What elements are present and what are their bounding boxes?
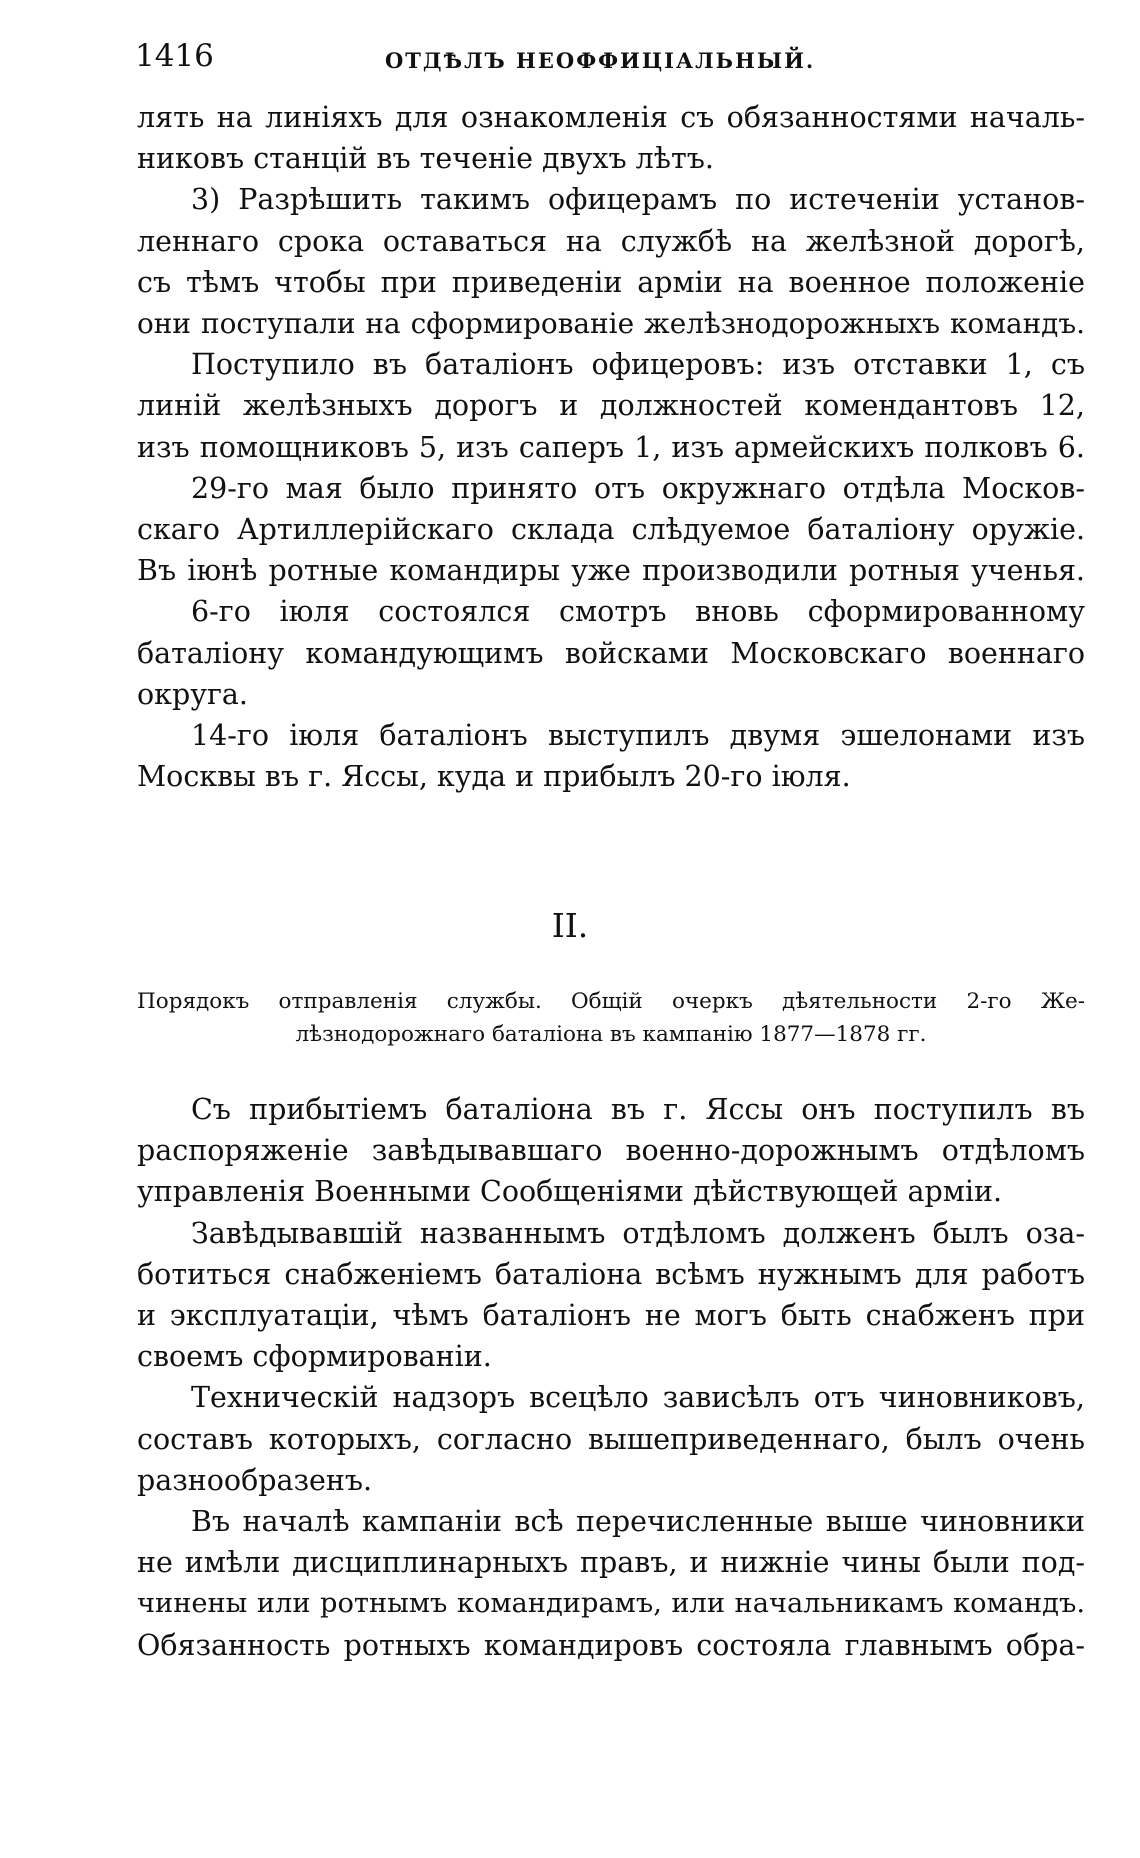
text-line: скаго Артиллерійскаго склада слѣдуемое баталіону оружіе. — [137, 513, 1085, 547]
text-block-part1 — [137, 97, 1085, 797]
text-line: съ тѣмъ чтобы при приведеніи арміи на военное положеніе — [137, 265, 1085, 299]
running-title: ОТДѢЛЪ НЕОФФИЦІАЛЬНЫЙ. — [385, 48, 816, 73]
text-block-part2 — [137, 1089, 1085, 1666]
text-line: Въ іюнѣ ротные командиры уже производили ротныя ученья. — [137, 554, 1085, 588]
text-line: они поступали на сформированіе желѣзнодорожныхъ командъ. — [137, 307, 1085, 341]
text-line: баталіону командующимъ войсками Московскаго военнаго — [137, 636, 1085, 670]
text-line: 29-го мая было принято отъ окружнаго отдѣла Москов- — [191, 471, 1085, 505]
text-line: своемъ сформированіи. — [137, 1340, 492, 1374]
page-number: 1416 — [135, 38, 214, 74]
text-line: Поступило въ баталіонъ офицеровъ: изъ отставки 1, съ — [191, 348, 1085, 382]
text-line: Обязанность ротныхъ командировъ состояла главнымъ обра- — [137, 1628, 1085, 1662]
text-line: линій желѣзныхъ дорогъ и должностей комендантовъ 12, — [137, 389, 1085, 423]
text-line: леннаго срока оставаться на службѣ на желѣзной дорогѣ, — [137, 224, 1085, 258]
text-line: распоряженіе завѣдывавшаго военно-дорожнымъ отдѣломъ — [137, 1134, 1085, 1168]
text-line: лять на линіяхъ для ознакомленія съ обязанностями началь- — [137, 101, 1085, 134]
text-line: разнообразенъ. — [137, 1463, 373, 1497]
text-line: составъ которыхъ, согласно вышеприведеннаго, былъ очень — [137, 1422, 1085, 1456]
text-line: Въ началѣ кампаніи всѣ перечисленные выше чиновники — [191, 1505, 1085, 1539]
section-title-line: Порядокъ отправленія службы. Общій очеркъ дѣятельности 2-го Же- — [137, 989, 1085, 1014]
text-line: 3) Разрѣшить такимъ офицерамъ по истеченіи установ- — [191, 183, 1085, 217]
text-line: чинены или ротнымъ командирамъ, или начальникамъ командъ. — [137, 1588, 1085, 1620]
text-line: изъ помощниковъ 5, изъ саперъ 1, изъ армейскихъ полковъ 6. — [137, 430, 1085, 464]
section-title — [137, 985, 1085, 1051]
section-number: II. — [551, 906, 589, 945]
text-line: не имѣли дисциплинарныхъ правъ, и нижніе чины были под- — [137, 1546, 1085, 1580]
text-line: Съ прибытіемъ баталіона въ г. Яссы онъ поступилъ въ — [191, 1093, 1085, 1126]
text-line: Москвы въ г. Яссы, куда и прибылъ 20-го іюля. — [137, 760, 851, 794]
text-line: и эксплуатаціи, чѣмъ баталіонъ не могъ быть снабженъ при — [137, 1299, 1085, 1333]
text-line: округа. — [137, 677, 248, 711]
text-line: ботиться снабженіемъ баталіона всѣмъ нужнымъ для работъ — [137, 1257, 1085, 1291]
text-line: 14-го іюля баталіонъ выступилъ двумя эшелонами изъ — [191, 719, 1085, 753]
text-line: управленія Военными Сообщеніями дѣйствующей арміи. — [137, 1175, 1003, 1209]
section-title-line: лѣзнодорожнаго баталіона въ кампанію 1877—1878 гг. — [295, 1022, 927, 1047]
page-header — [135, 38, 1025, 78]
text-line: 6-го іюля состоялся смотръ вновь сформированному — [191, 595, 1085, 629]
text-line: Техническій надзоръ всецѣло зависѣлъ отъ чиновниковъ, — [191, 1381, 1085, 1415]
text-line: Завѣдывавшій названнымъ отдѣломъ долженъ былъ оза- — [191, 1216, 1085, 1250]
text-line: никовъ станцій въ теченіе двухъ лѣтъ. — [137, 142, 714, 176]
